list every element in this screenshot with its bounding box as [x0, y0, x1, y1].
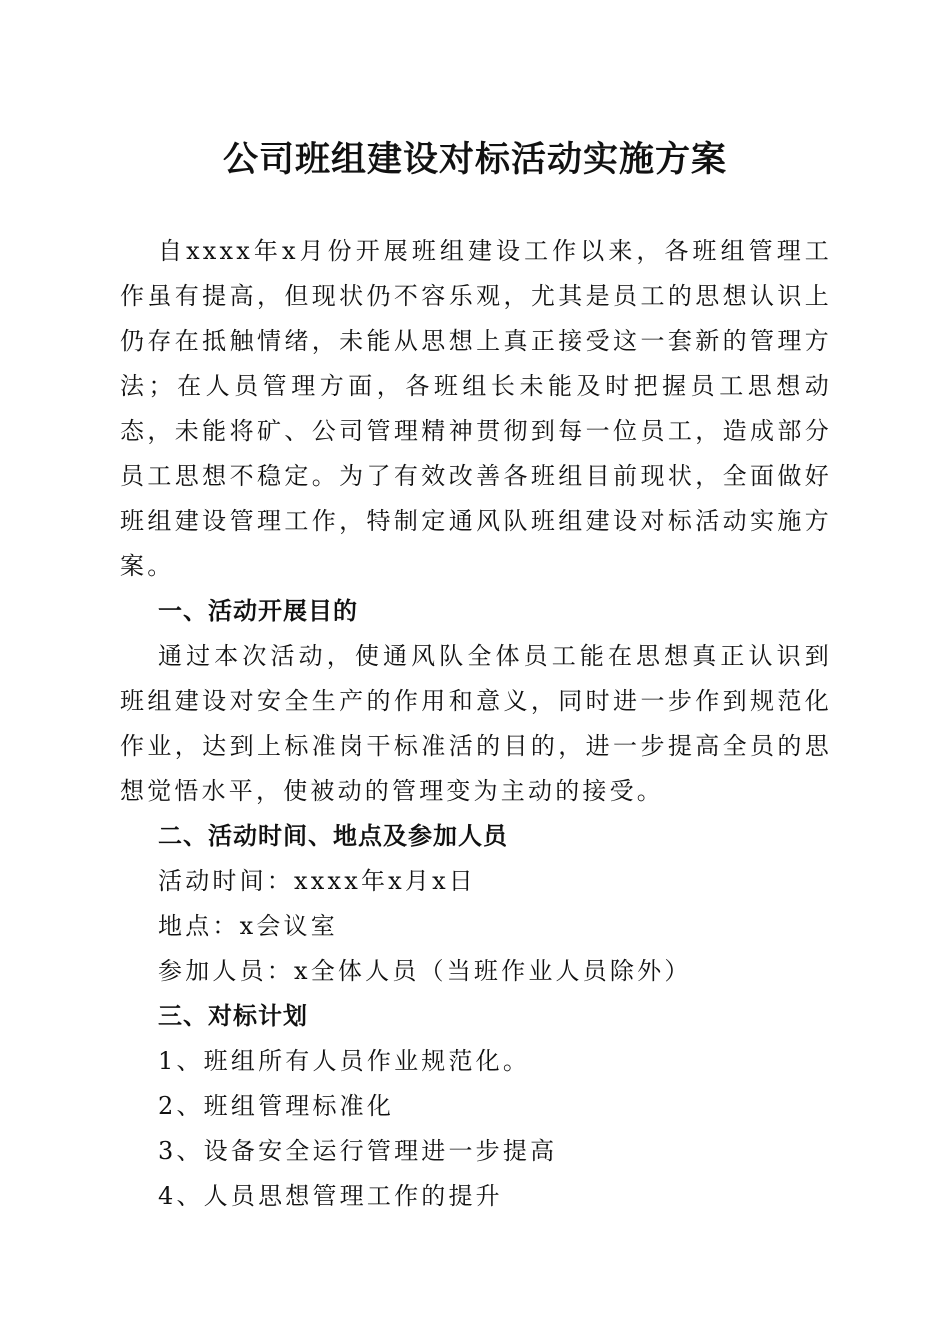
- section-heading-time-place: 二、活动时间、地点及参加人员: [158, 822, 508, 850]
- plan-item: 3、设备安全运行管理进一步提高: [158, 1137, 558, 1165]
- document-body: [120, 229, 832, 1219]
- section-heading-purpose: 一、活动开展目的: [158, 597, 358, 625]
- plan-item: 2、班组管理标准化: [158, 1092, 395, 1120]
- purpose-paragraph: 通过本次活动，使通风队全体员工能在思想真正认识到班组建设对安全生产的作用和意义，同时进一步作到规范化作业，达到上标准岗干标准活的目的，进一步提高全员的思想觉悟水平，使被动的管理变为主动的接受。: [120, 642, 832, 805]
- activity-time-line: 活动时间：xxxx年x月x日: [158, 867, 477, 895]
- document-title: 公司班组建设对标活动实施方案: [222, 139, 727, 180]
- intro-paragraph: 自xxxx年x月份开展班组建设工作以来，各班组管理工作虽有提高，但现状仍不容乐观，尤其是员工的思想认识上仍存在抵触情绪，未能从思想上真正接受这一套新的管理方法；在人员管理方面，各班组长未能及时把握员工思想动态，未能将矿、公司管理精神贯彻到每一位员工，造成部分员工思想不稳定。为了有效改善各班组目前现状，全面做好班组建设管理工作，特制定通风队班组建设对标活动实施方案。: [120, 237, 832, 580]
- activity-people-line: 参加人员：x全体人员（当班作业人员除外）: [158, 957, 692, 985]
- activity-place-line: 地点：x会议室: [158, 912, 338, 940]
- plan-item: 4、人员思想管理工作的提升: [158, 1182, 503, 1210]
- section-heading-plan: 三、对标计划: [158, 1002, 308, 1030]
- plan-item: 1、班组所有人员作业规范化。: [158, 1047, 531, 1075]
